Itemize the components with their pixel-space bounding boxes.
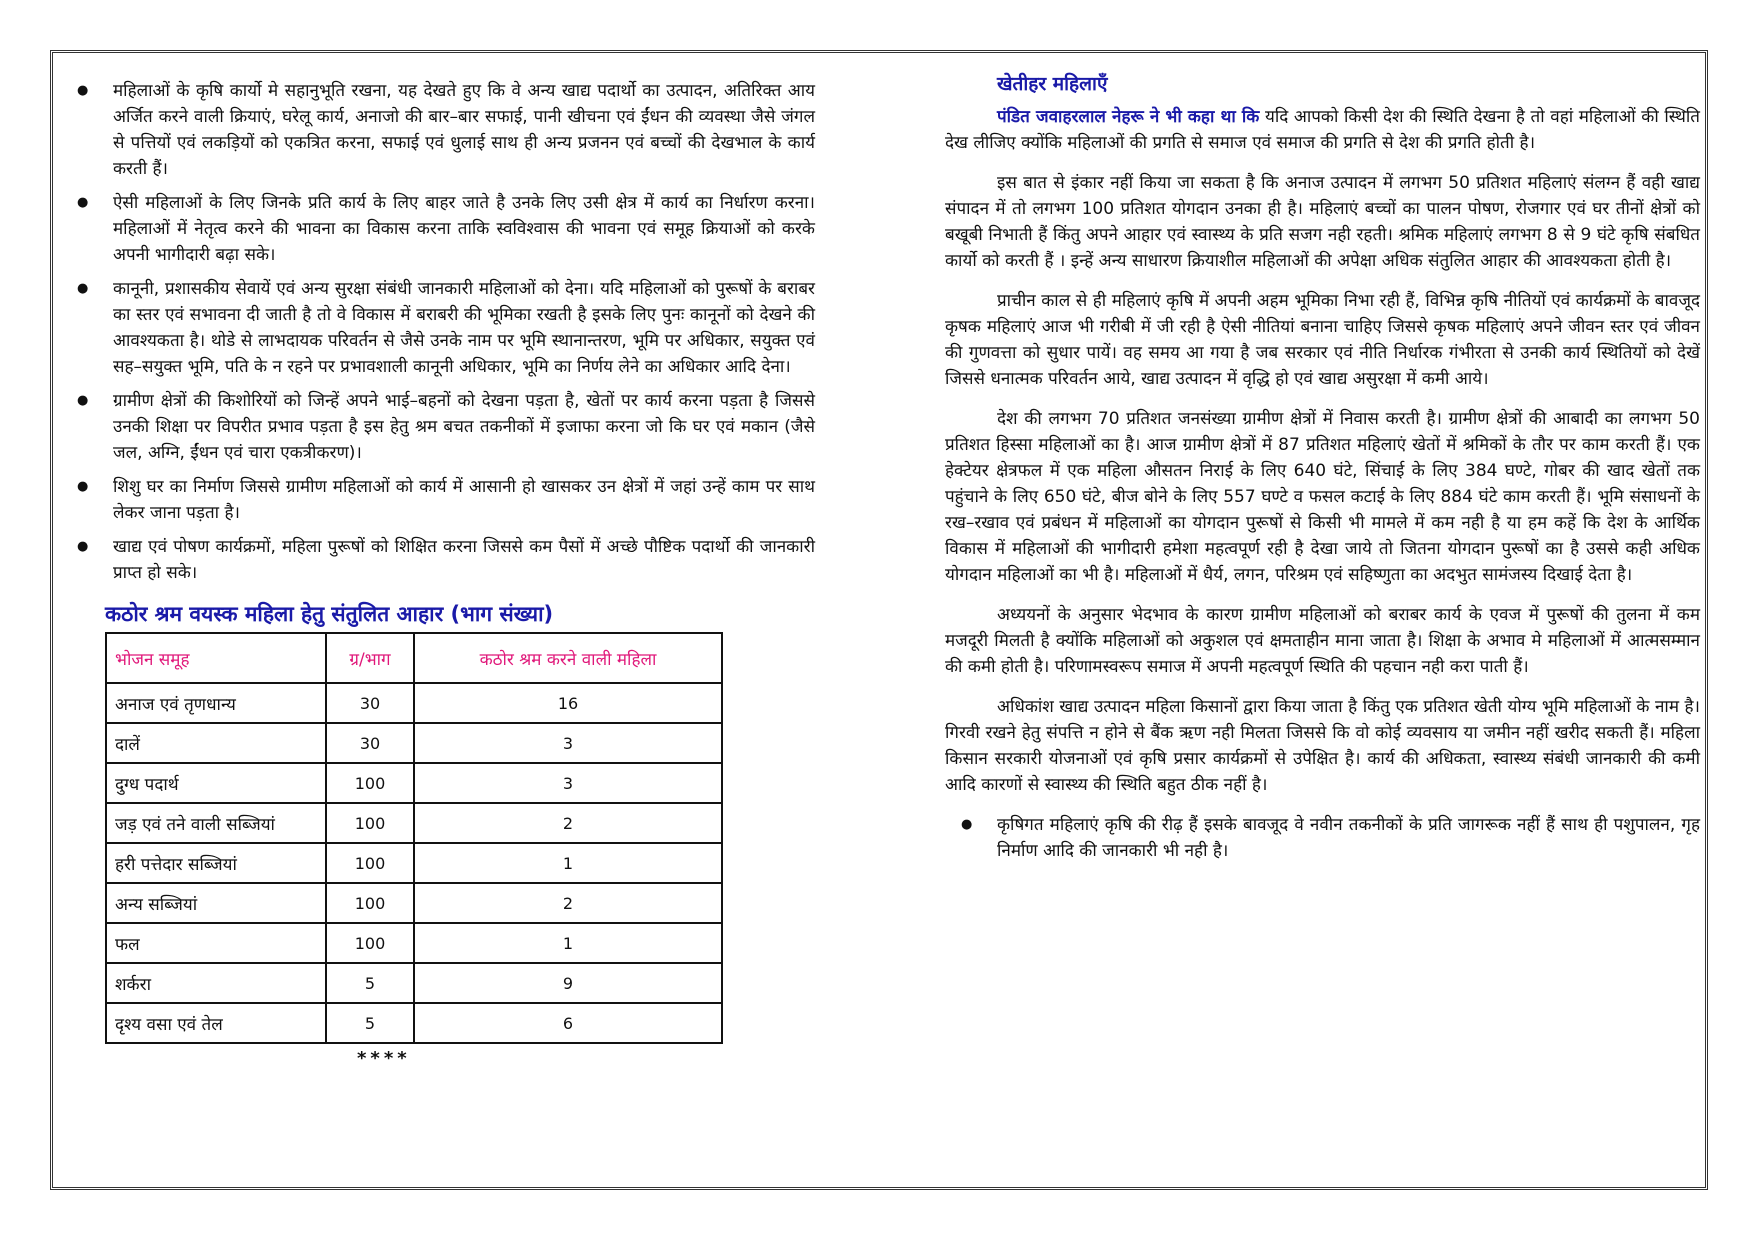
right-column (945, 70, 1700, 872)
table-row (106, 763, 722, 803)
paragraph-2: इस बात से इंकार नहीं किया जा सकता है कि अनाज उत्पादन में लगभग 50 प्रतिशत महिलाएं संलग्न हैं वही खाद्य संपादन में तो लगभग 100 प्रतिशत योगदान उनका ही है। महिलाएं बच्चों का पालन पोषण, रोजगार एवं घर तीनों क्षेत्रों को बखूबी निभाती हैं किंतु अपने आहार एवं स्वास्थ्य के प्रति सजग नही रहती। श्रमिक महिलाएं लगभग 8 से 9 घंटे कृषि संबधित कार्यो को करती हैं । इन्हें अन्य साधारण क्रियाशील महिलाओं की अपेक्षा अधिक संतुलित आहार की आवश्यकता होती है। (945, 173, 1700, 271)
gram-cell: 100 (326, 763, 414, 803)
table-row (106, 843, 722, 883)
section-heading: खेतीहर महिलाएँ (997, 73, 1108, 95)
gram-cell: 30 (326, 683, 414, 723)
portion-cell: 1 (414, 923, 722, 963)
portion-cell: 9 (414, 963, 722, 1003)
paragraph-5: अध्ययनों के अनुसार भेदभाव के कारण ग्रामीण महिलाओं को बराबर कार्य के एवज में पुरूषों की तुलना में कम मजदूरी मिलती है क्योंकि महिलाओं को अकुशल एवं क्षमताहीन माना जाता है। शिक्षा के अभाव मे महिलाओं में आत्मसम्मान की कमी होती है। परिणामस्वरूप समाज में अपनी महत्वपूर्ण स्थिति की पहचान नही करा पाती हैं। (945, 605, 1700, 677)
left-column (75, 78, 815, 1069)
table-row (106, 803, 722, 843)
table-title: कठोर श्रम वयस्क महिला हेतु संतुलित आहार (भाग संख्या) (105, 602, 554, 626)
list-item: ● ग्रामीण क्षेत्रों की किशोरियों को जिन्हें अपने भाई–बहनों को देखना पड़ता है, खेतों पर कार्य करना पड़ता है जिससे उनकी शिक्षा पर विपरीत प्रभाव पड़ता है इस हेतु श्रम बचत तकनीकों में इजाफा करना जो कि घर एवं मकान (जैसे जल, अग्नि, ईंधन एवं चारा एकत्रीकरण)। (75, 388, 815, 466)
portion-cell: 2 (414, 803, 722, 843)
gram-cell: 30 (326, 723, 414, 763)
balanced-diet-table (105, 632, 723, 1044)
paragraph-1 (945, 104, 1700, 156)
portion-cell: 1 (414, 843, 722, 883)
nehru-quote-lead: पंडित जवाहरलाल नेहरू ने भी कहा था कि (997, 107, 1260, 127)
table-row (106, 923, 722, 963)
portion-cell: 16 (414, 683, 722, 723)
food-group-cell: दृश्य वसा एवं तेल (106, 1003, 326, 1043)
list-item: ● महिलाओं के कृषि कार्यो मे सहानुभूति रखना, यह देखते हुए कि वे अन्य खाद्य पदार्थो का उत्पादन, अतिरिक्त आय अर्जित करने वाली क्रियाएं, घरेलू कार्य, अनाजो की बार–बार सफाई, पानी खीचना एवं ईंधन की व्यवस्था जैसे जंगल से पत्तियों एवं लकड़ियों को एकत्रित करना, सफाई एवं धुलाई साथ ही अन्य प्रजनन एवं बच्चों की देखभाल के कार्य करती हैं। (75, 78, 815, 182)
table-row (106, 1003, 722, 1043)
food-group-cell: दालें (106, 723, 326, 763)
paragraph-6: अधिकांश खाद्य उत्पादन महिला किसानों द्वारा किया जाता है किंतु एक प्रतिशत खेती योग्य भूमि महिलाओं के नाम है। गिरवी रखने हेतु संपत्ति न होने से बैंक ऋण नही मिलता जिससे कि वो कोई व्यवसाय या जमीन नहीं खरीद सकती हैं। महिला किसान सरकारी योजनाओं एवं कृषि प्रसार कार्यक्रमों से उपेक्षित है। कार्य की अधिकता, स्वास्थ्य संबंधी जानकारी की कमी आदि कारणों से स्वास्थ्य की स्थिति बहुत ठीक नहीं है। (945, 697, 1700, 795)
table-row (106, 683, 722, 723)
portion-cell: 3 (414, 723, 722, 763)
gram-cell: 100 (326, 923, 414, 963)
table-header-row (106, 633, 722, 683)
table-row (106, 963, 722, 1003)
paragraph-1-text: यदि आपको किसी देश की स्थिति देखना है तो वहां महिलाओं की स्थिति देख लीजिए क्योंकि महिलाओं की प्रगति से समाज एवं समाज की प्रगति से देश की प्रगति होती है। (945, 107, 1700, 153)
food-group-cell: जड़ एवं तने वाली सब्जियां (106, 803, 326, 843)
list-item: ● शिशु घर का निर्माण जिससे ग्रामीण महिलाओं को कार्य में आसानी हो खासकर उन क्षेत्रों में जहां उन्हें काम पर साथ लेकर जाना पड़ता है। (75, 474, 815, 526)
right-bullet-list (945, 812, 1700, 864)
list-item: ● ऐसी महिलाओं के लिए जिनके प्रति कार्य के लिए बाहर जाते है उनके लिए उसी क्षेत्र में कार्य का निर्धारण करना। महिलाओं में नेतृत्व करने की भावना का विकास करना ताकि स्वविश्वास की भावना एवं समूह क्रियाओं को करके अपनी भागीदारी बढ़ा सके। (75, 190, 815, 268)
food-group-cell: फल (106, 923, 326, 963)
list-item: ● खाद्य एवं पोषण कार्यक्रमों, महिला पुरूषों को शिक्षित करना जिससे कम पैसों में अच्छे पौष्टिक पदार्थो की जानकारी प्राप्त हो सके। (75, 534, 815, 586)
header-food-group: भोजन समूह (106, 633, 326, 683)
gram-cell: 100 (326, 843, 414, 883)
gram-cell: 5 (326, 963, 414, 1003)
portion-cell: 6 (414, 1003, 722, 1043)
portion-cell: 3 (414, 763, 722, 803)
list-item: ● कानूनी, प्रशासकीय सेवायें एवं अन्य सुरक्षा संबंधी जानकारी महिलाओं को देना। यदि महिलाओं को पुरूषों के बराबर का स्तर एवं सभावना दी जाती है तो वे विकास में बराबरी की भूमिका रखती है इसके लिए पुनः कानूनों को देखने की आवश्यकता है। थोडे से लाभदायक परिवर्तन से जैसे उनके नाम पर भूमि स्थानान्तरण, भूमि पर अधिकार, सयुक्त एवं सह–सयुक्त भूमि, पति के न रहने पर प्रभावशाली कानूनी अधिकार, भूमि का निर्णय लेने का अधिकार आदि देना। (75, 276, 815, 380)
food-group-cell: दुग्ध पदार्थ (106, 763, 326, 803)
section-end-stars: **** (357, 1048, 411, 1069)
paragraph-4: देश की लगभग 70 प्रतिशत जनसंख्या ग्रामीण क्षेत्रों में निवास करती है। ग्रामीण क्षेत्रों की आबादी का लगभग 50 प्रतिशत हिस्सा महिलाओं का है। आज ग्रामीण क्षेत्रों में 87 प्रतिशत महिलाएं खेतों में श्रमिकों के तौर पर काम करती हैं। एक हेक्टेयर क्षेत्रफल में एक महिला औसतन निराई के लिए 640 घंटे, सिंचाई के लिए 384 घण्टे, गोबर की खाद खेतों तक पहुंचाने के लिए 650 घंटे, बीज बोने के लिए 557 घण्टे व फसल कटाई के लिए 884 घंटे काम करती हैं। भूमि संसाधनों के रख–रखाव एवं प्रबंधन में महिलाओं का योगदान पुरूषों से किसी भी मामले में कम नही है या हम कहें कि देश के आर्थिक विकास में महिलाओं की भागीदारी हमेशा महत्वपूर्ण रही है देखा जाये तो जितना योगदान पुरूषों का है उससे कही अधिक योगदान महिलाओं का भी है। महिलाओं में धैर्य, लगन, परिश्रम एवं सहिष्णुता का अदभुत सामंजस्य दिखाई देता है। (945, 409, 1700, 585)
food-group-cell: अनाज एवं तृणधान्य (106, 683, 326, 723)
food-group-cell: अन्य सब्जियां (106, 883, 326, 923)
header-heavy-work-woman: कठोर श्रम करने वाली महिला (414, 633, 722, 683)
paragraph-3: प्राचीन काल से ही महिलाएं कृषि में अपनी अहम भूमिका निभा रही हैं, विभिन्न कृषि नीतियों एवं कार्यक्रमों के बावजूद कृषक महिलाएं आज भी गरीबी में जी रही है ऐसी नीतियां बनाना चाहिए जिससे कृषक महिलाएं अपने जीवन स्तर एवं जीवन की गुणवत्ता को सुधार पायें। वह समय आ गया है जब सरकार एवं नीति निर्धारक गंभीरता से उनकी कार्य स्थितियों को देखें जिससे धनात्मक परिवर्तन आये, खाद्य उत्पादन में वृद्धि हो एवं खाद्य असुरक्षा में कमी आये। (945, 291, 1700, 389)
table-row (106, 883, 722, 923)
portion-cell: 2 (414, 883, 722, 923)
header-gram-per-portion: ग्र/भाग (326, 633, 414, 683)
recommendations-list (75, 78, 815, 586)
food-group-cell: शर्करा (106, 963, 326, 1003)
list-item: ● कृषिगत महिलाएं कृषि की रीढ़ हैं इसके बावजूद वे नवीन तकनीकों के प्रति जागरूक नहीं हैं साथ ही पशुपालन, गृह निर्माण आदि की जानकारी भी नही है। (945, 812, 1700, 864)
gram-cell: 100 (326, 883, 414, 923)
table-row (106, 723, 722, 763)
food-group-cell: हरी पत्तेदार सब्जियां (106, 843, 326, 883)
gram-cell: 5 (326, 1003, 414, 1043)
gram-cell: 100 (326, 803, 414, 843)
